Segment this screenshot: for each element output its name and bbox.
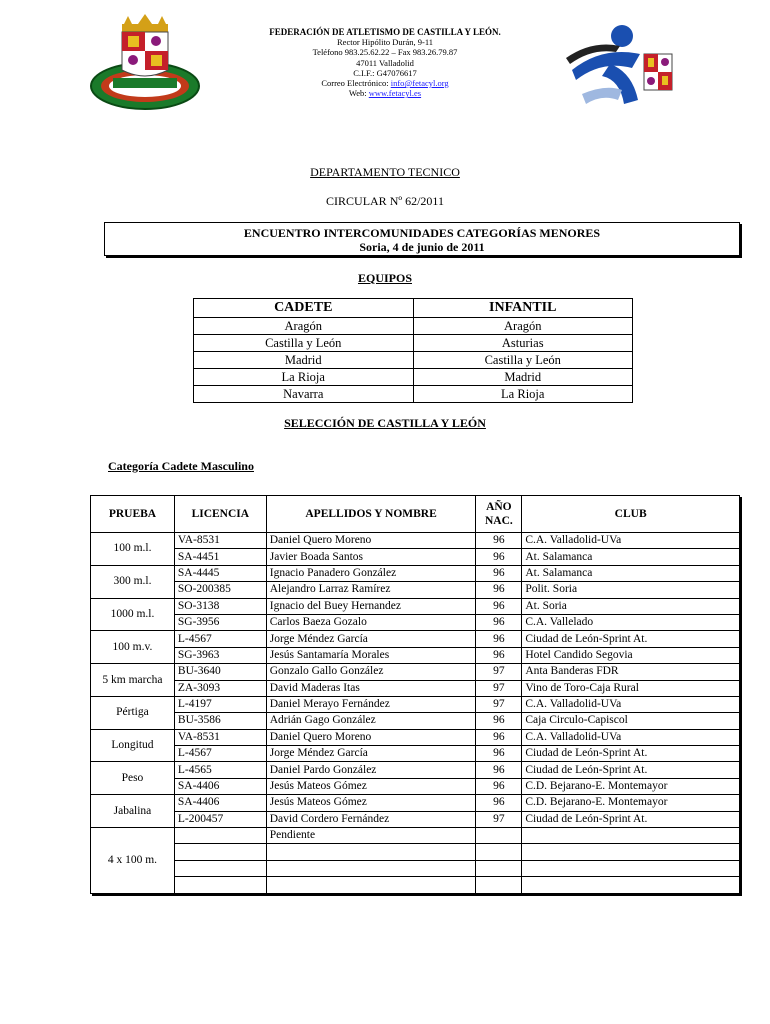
city: 47011 Valladolid xyxy=(356,57,414,68)
licencia-cell xyxy=(174,860,266,876)
nombre-cell: Jorge Méndez García xyxy=(266,631,476,647)
nombre-cell: Ignacio del Buey Hernandez xyxy=(266,598,476,614)
web-label: Web: xyxy=(348,88,369,99)
licencia-cell: L-4197 xyxy=(174,696,266,712)
licencia-cell: ZA-3093 xyxy=(174,680,266,696)
web-line xyxy=(200,88,570,98)
licencia-cell: SA-4406 xyxy=(174,795,266,811)
equipos-heading: EQUIPOS xyxy=(357,271,412,285)
anio-cell: 96 xyxy=(476,565,522,581)
anio-cell xyxy=(476,877,522,893)
table-row xyxy=(91,696,740,712)
email-label: Correo Electrónico: xyxy=(321,78,391,89)
table-row xyxy=(91,565,740,581)
table-row xyxy=(194,386,633,403)
club-cell: Ciudad de León-Sprint At. xyxy=(522,811,740,827)
nombre-cell: Jesús Mateos Gómez xyxy=(266,778,476,794)
prueba-cell: Longitud xyxy=(91,729,175,762)
anio-cell: 96 xyxy=(476,729,522,745)
club-cell: Hotel Candido Segovia xyxy=(522,647,740,663)
cadete-team-cell: Navarra xyxy=(194,386,414,403)
club-cell: C.A. Valladolid-UVa xyxy=(522,729,740,745)
anio-cell: 96 xyxy=(476,614,522,630)
anio-cell: 96 xyxy=(476,762,522,778)
nombre-cell: David Maderas Itas xyxy=(266,680,476,696)
nombre-cell: Javier Boada Santos xyxy=(266,549,476,565)
table-row xyxy=(91,729,740,745)
club-cell: Ciudad de León-Sprint At. xyxy=(522,762,740,778)
prueba-cell: 4 x 100 m. xyxy=(91,828,175,894)
club-cell: C.A. Valladolid-UVa xyxy=(522,533,740,549)
circular-number: CIRCULAR Nº 62/2011 xyxy=(326,194,444,208)
table-row xyxy=(91,582,740,598)
prueba-cell: 1000 m.l. xyxy=(91,598,175,631)
club-cell: At. Soria xyxy=(522,598,740,614)
nombre-cell: Carlos Baeza Gozalo xyxy=(266,614,476,630)
category-label: Categoría Cadete Masculino xyxy=(108,459,254,473)
org-name: FEDERACIÓN DE ATLETISMO DE CASTILLA Y LEÓN. xyxy=(269,27,501,37)
prueba-cell: Pértiga xyxy=(91,696,175,729)
table-row xyxy=(91,680,740,696)
nombre-cell: Jesús Santamaría Morales xyxy=(266,647,476,663)
nombre-cell: Adrián Gago González xyxy=(266,713,476,729)
anio-cell xyxy=(476,860,522,876)
column-header-prueba: PRUEBA xyxy=(91,496,175,533)
email-link[interactable]: info@fetacyl.org xyxy=(390,78,449,89)
anio-cell: 97 xyxy=(476,811,522,827)
nombre-cell xyxy=(266,844,476,860)
club-cell xyxy=(522,860,740,876)
licencia-cell xyxy=(174,877,266,893)
nombre-cell: Alejandro Larraz Ramírez xyxy=(266,582,476,598)
cadete-team-cell: Castilla y León xyxy=(194,335,414,352)
phone-fax: Teléfono 983.25.62.22 – Fax 983.26.79.87 xyxy=(312,47,458,58)
table-row xyxy=(91,762,740,778)
cadete-team-cell: Aragón xyxy=(194,318,414,335)
prueba-cell: 100 m.l. xyxy=(91,533,175,566)
table-row xyxy=(91,811,740,827)
column-header-nombre: APELLIDOS Y NOMBRE xyxy=(266,496,476,533)
prueba-cell: 100 m.v. xyxy=(91,631,175,664)
runner-logo-icon xyxy=(562,24,680,112)
event-title-box xyxy=(104,222,740,256)
anio-cell: 96 xyxy=(476,631,522,647)
licencia-cell: SO-3138 xyxy=(174,598,266,614)
athletes-table-body xyxy=(91,533,740,894)
nombre-cell: Jorge Méndez García xyxy=(266,746,476,762)
anio-cell: 96 xyxy=(476,549,522,565)
prueba-cell: 5 km marcha xyxy=(91,664,175,697)
table-row xyxy=(91,549,740,565)
column-header-licencia: LICENCIA xyxy=(174,496,266,533)
nombre-cell: Daniel Quero Moreno xyxy=(266,533,476,549)
nombre-cell: Gonzalo Gallo González xyxy=(266,664,476,680)
club-cell: C.D. Bejarano-E. Montemayor xyxy=(522,795,740,811)
anio-cell: 96 xyxy=(476,533,522,549)
club-cell: C.A. Valladolid-UVa xyxy=(522,696,740,712)
column-header-cadete: CADETE xyxy=(194,299,414,318)
prueba-cell: 300 m.l. xyxy=(91,565,175,598)
licencia-cell: L-4567 xyxy=(174,746,266,762)
department-title: DEPARTAMENTO TECNICO xyxy=(310,165,460,179)
table-row xyxy=(91,860,740,876)
address: Rector Hipólito Durán, 9-11 xyxy=(337,37,433,48)
licencia-cell xyxy=(174,844,266,860)
table-row xyxy=(91,631,740,647)
infantil-team-cell: Castilla y León xyxy=(413,352,633,369)
table-row xyxy=(91,647,740,663)
anio-cell: 96 xyxy=(476,582,522,598)
nombre-cell: Daniel Merayo Fernández xyxy=(266,696,476,712)
athletes-table xyxy=(90,495,740,894)
licencia-cell: SG-3963 xyxy=(174,647,266,663)
event-title: ENCUENTRO INTERCOMUNIDADES CATEGORÍAS MENORES xyxy=(243,226,601,240)
teams-table-body xyxy=(194,318,633,403)
anio-cell: 97 xyxy=(476,680,522,696)
table-row xyxy=(194,335,633,352)
licencia-cell: VA-8531 xyxy=(174,533,266,549)
club-cell xyxy=(522,844,740,860)
licencia-cell: L-4567 xyxy=(174,631,266,647)
column-header-club: CLUB xyxy=(522,496,740,533)
infantil-team-cell: Asturias xyxy=(413,335,633,352)
anio-cell: 97 xyxy=(476,696,522,712)
licencia-cell: BU-3640 xyxy=(174,664,266,680)
column-header-anio: AÑO NAC. xyxy=(476,496,522,533)
anio-cell xyxy=(476,828,522,844)
club-cell: At. Salamanca xyxy=(522,549,740,565)
licencia-cell: BU-3586 xyxy=(174,713,266,729)
prueba-cell: Jabalina xyxy=(91,795,175,828)
table-row xyxy=(91,614,740,630)
anio-cell: 96 xyxy=(476,746,522,762)
nombre-cell: Jesús Mateos Gómez xyxy=(266,795,476,811)
seleccion-heading: SELECCIÓN DE CASTILLA Y LEÓN xyxy=(284,416,486,430)
cadete-team-cell: La Rioja xyxy=(194,369,414,386)
licencia-cell: SO-200385 xyxy=(174,582,266,598)
licencia-cell: L-200457 xyxy=(174,811,266,827)
nombre-cell: David Cordero Fernández xyxy=(266,811,476,827)
table-row xyxy=(91,828,740,844)
nombre-cell: Daniel Pardo González xyxy=(266,762,476,778)
table-row xyxy=(91,664,740,680)
table-row xyxy=(194,352,633,369)
anio-cell: 96 xyxy=(476,778,522,794)
anio-cell: 97 xyxy=(476,664,522,680)
letterhead xyxy=(200,27,570,98)
anio-cell: 96 xyxy=(476,598,522,614)
table-row xyxy=(91,598,740,614)
club-cell: Vino de Toro-Caja Rural xyxy=(522,680,740,696)
column-header-infantil: INFANTIL xyxy=(413,299,633,318)
licencia-cell: SA-4445 xyxy=(174,565,266,581)
infantil-team-cell: Aragón xyxy=(413,318,633,335)
licencia-cell xyxy=(174,828,266,844)
table-row xyxy=(91,795,740,811)
infantil-team-cell: Madrid xyxy=(413,369,633,386)
table-row xyxy=(91,778,740,794)
infantil-team-cell: La Rioja xyxy=(413,386,633,403)
prueba-cell: Peso xyxy=(91,762,175,795)
email-line xyxy=(200,78,570,88)
anio-cell: 96 xyxy=(476,713,522,729)
nombre-cell xyxy=(266,860,476,876)
nombre-cell: Daniel Quero Moreno xyxy=(266,729,476,745)
table-row xyxy=(91,877,740,893)
nombre-cell: Pendiente xyxy=(266,828,476,844)
table-row xyxy=(91,713,740,729)
club-cell xyxy=(522,877,740,893)
licencia-cell: SA-4451 xyxy=(174,549,266,565)
table-row xyxy=(194,318,633,335)
table-row xyxy=(91,746,740,762)
club-cell: Ciudad de León-Sprint At. xyxy=(522,631,740,647)
club-cell: At. Salamanca xyxy=(522,565,740,581)
teams-table xyxy=(193,298,633,403)
federation-crest-icon xyxy=(88,12,202,112)
cif: C.I.F.: G47076617 xyxy=(353,67,417,78)
licencia-cell: SA-4406 xyxy=(174,778,266,794)
table-row xyxy=(194,369,633,386)
anio-cell: 96 xyxy=(476,647,522,663)
event-subtitle: Soria, 4 de junio de 2011 xyxy=(359,240,485,254)
licencia-cell: SG-3956 xyxy=(174,614,266,630)
club-cell: Anta Banderas FDR xyxy=(522,664,740,680)
club-cell: C.D. Bejarano-E. Montemayor xyxy=(522,778,740,794)
anio-cell xyxy=(476,844,522,860)
cadete-team-cell: Madrid xyxy=(194,352,414,369)
club-cell: Polit. Soria xyxy=(522,582,740,598)
anio-cell: 96 xyxy=(476,795,522,811)
licencia-cell: L-4565 xyxy=(174,762,266,778)
nombre-cell xyxy=(266,877,476,893)
club-cell: C.A. Vallelado xyxy=(522,614,740,630)
licencia-cell: VA-8531 xyxy=(174,729,266,745)
club-cell: Caja Circulo-Capiscol xyxy=(522,713,740,729)
table-row xyxy=(91,844,740,860)
club-cell: Ciudad de León-Sprint At. xyxy=(522,746,740,762)
club-cell xyxy=(522,828,740,844)
web-link[interactable]: www.fetacyl.es xyxy=(368,88,422,99)
table-row xyxy=(91,533,740,549)
nombre-cell: Ignacio Panadero González xyxy=(266,565,476,581)
